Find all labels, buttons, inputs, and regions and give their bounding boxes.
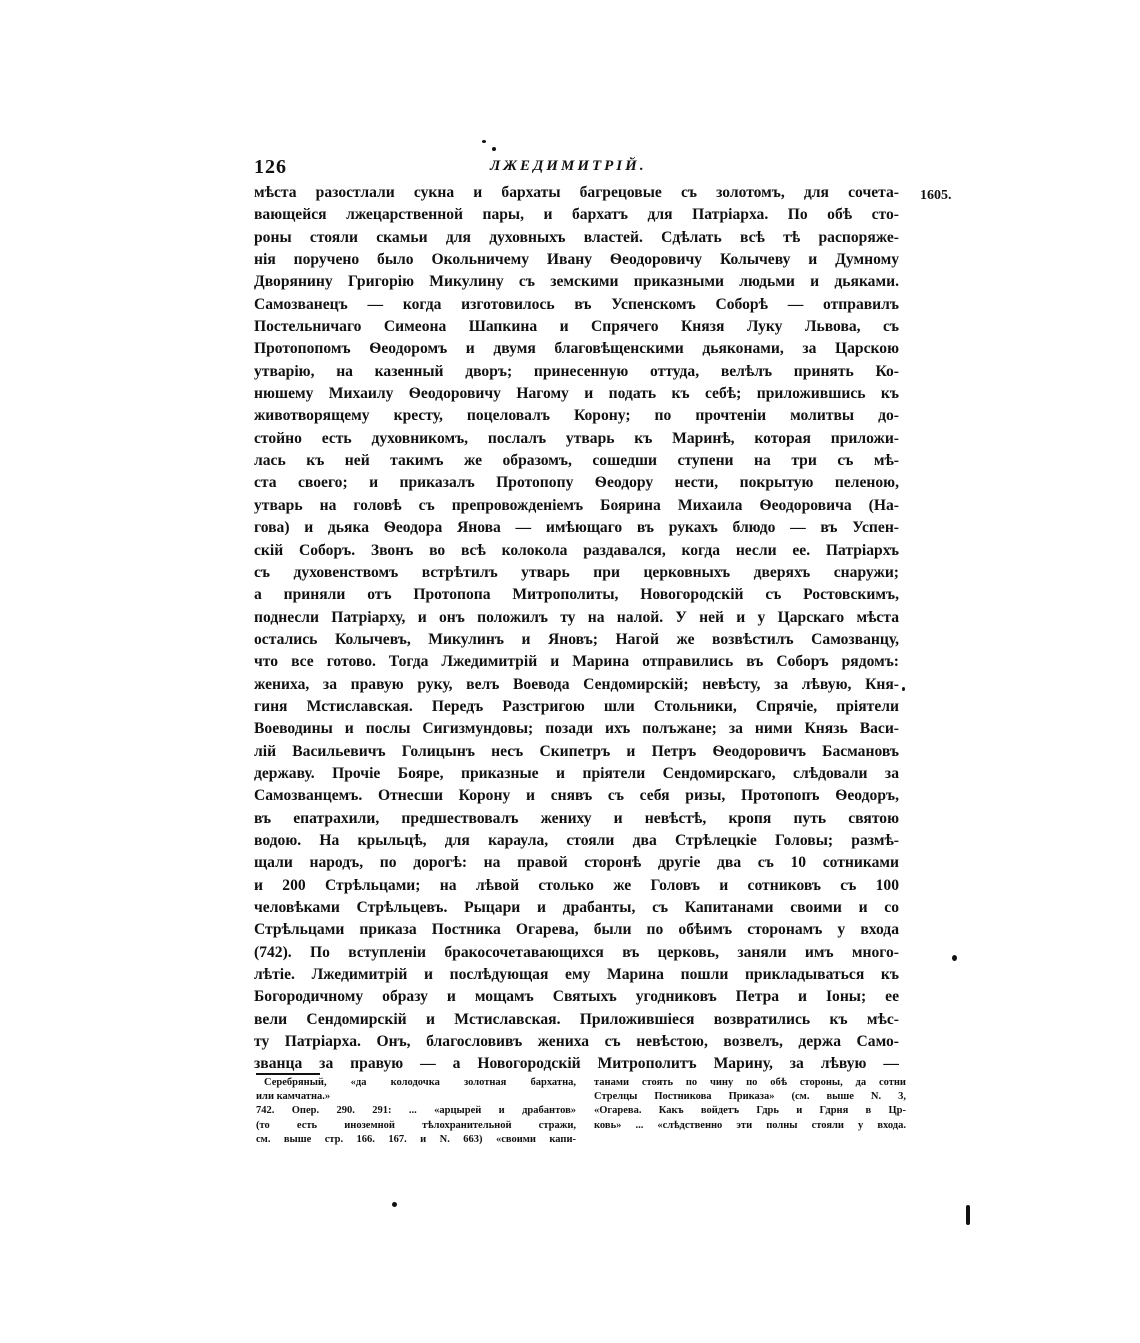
text-line: животворящему кресту, поцеловалъ Корону; по прочтеніи молитвы до- <box>254 407 899 425</box>
text-line: а приняли отъ Протопопа Митрополиты, Новогородскій съ Ростовскимъ, <box>254 586 899 604</box>
print-speck <box>966 1205 970 1225</box>
text-line: лій Васильевичъ Голицынъ несъ Скипетръ и Петръ Ѳеодоровичъ Басмановъ <box>254 742 899 760</box>
footnote-line: см. выше стр. 166. 167. и N. 663) «своими капи- <box>256 1133 576 1145</box>
footnote-line: «Огарева. Какъ войдетъ Гдрь и Гдрня в Цр- <box>594 1105 906 1117</box>
footnote-line: Стрелцы Постникова Приказа» (см. выше N. 3, <box>594 1091 906 1103</box>
text-line: Самозванецъ — когда изготовилось въ Успенскомъ Соборѣ — отправилъ <box>254 295 899 313</box>
footnote-line: танами стоять по чину по обѣ стороны, да сотни <box>594 1077 906 1088</box>
print-speck <box>482 140 486 143</box>
text-line: Богородичному образу и мощамъ Святыхъ угодниковъ Петра и Іоны; ее <box>254 988 899 1006</box>
text-line: ста своего; и приказалъ Протопопу Ѳеодору нести, покрытую пеленою, <box>254 474 899 492</box>
text-line: съ духовенствомъ встрѣтилъ утварь при церковныхъ дверяхъ снаружи; <box>254 563 899 581</box>
text-line: утварію, на казенный дворъ; принесенную оттуда, велѣлъ принять Ко- <box>254 362 899 380</box>
text-line: щали народъ, по дорогѣ: на правой сторонѣ другіе два съ 10 сотниками <box>254 854 899 872</box>
footnote-line: (то есть иноземной тѣлохранительной стражи, <box>256 1119 576 1131</box>
page-number: 126 <box>254 156 287 178</box>
footnotes-right-column <box>594 1076 906 1133</box>
text-line: нія поручено было Окольничему Ивану Ѳеодоровичу Колычеву и Думному <box>254 251 899 269</box>
text-line: человѣками Стрѣльцевъ. Рыцари и драбанты, съ Капитанами своими и со <box>254 899 899 916</box>
text-line: вающейся лжецарственной пары, и бархатъ для Патріарха. По обѣ сто- <box>254 206 899 224</box>
text-line: поднесли Патріарху, и онъ положилъ ту на налой. У ней и у Царскаго мѣста <box>254 608 899 626</box>
text-line: державу. Прочіе Бояре, приказные и пріятели Сендомирскаго, слѣдовали за <box>254 764 899 782</box>
text-line: Дворянину Григорію Микулину съ земскими приказными людьми и дьяками. <box>254 273 899 291</box>
print-speck <box>492 147 496 151</box>
body-text <box>254 182 899 1076</box>
print-speck <box>392 1202 397 1207</box>
footnote-rule <box>256 1073 320 1075</box>
text-line: утварь на головѣ съ препровожденіемъ Боярина Михаила Ѳеодоровича (На- <box>254 496 899 514</box>
text-line: водою. На крыльцѣ, для караула, стояли два Стрѣлецкіе Головы; размѣ- <box>254 831 899 849</box>
text-line: скій Соборъ. Звонъ во всѣ колокола раздавался, когда несли ее. Патріархъ <box>254 541 899 559</box>
text-line: Самозванцемъ. Отнесши Корону и снявъ съ себя ризы, Протопопъ Ѳеодоръ, <box>254 787 899 805</box>
footnote-line: или камчатна.» <box>256 1091 331 1103</box>
text-line: жениха, за правую руку, велъ Воевода Сендомирскій; невѣсту, за лѣвую, Кня- <box>254 675 899 693</box>
text-line: лась къ ней такимъ же образомъ, сошедши ступени на три съ мѣ- <box>254 452 899 470</box>
text-line: Постельничаго Симеона Шапкина и Спрячего Князя Луку Львова, съ <box>254 318 899 336</box>
text-line: гова) и дьяка Ѳеодора Янова — имѣющаго въ рукахъ блюдо — въ Успен- <box>254 519 899 537</box>
footnote-line: Серебряный, «да колодочка золотная бархатна, <box>264 1077 576 1088</box>
text-line: (742). По вступленіи бракосочетавающихся въ церковь, заняли имъ много- <box>254 943 899 961</box>
text-line: Стрѣльцами приказа Постника Огарева, были по обѣимъ сторонамъ у входа <box>254 921 899 939</box>
margin-year: 1605. <box>920 188 952 203</box>
text-line: и 200 Стрѣльцами; на лѣвой столько же Головъ и сотниковъ съ 100 <box>254 876 899 894</box>
text-line: что все готово. Тогда Лжедимитрій и Марина отправились въ Соборъ рядомъ: <box>254 653 899 671</box>
text-line: мѣста разостлали сукна и бархаты багрецовые съ золотомъ, для сочета- <box>254 184 899 201</box>
text-line: въ епатрахили, предшествовалъ жениху и невѣстѣ, кропя путь святою <box>254 809 899 827</box>
text-line: Протопопомъ Ѳеодоромъ и двумя благовѣщенскими дьяконами, за Царскою <box>254 340 899 358</box>
text-line: вели Сендомирскій и Мстиславская. Приложившіеся возвратились къ мѣс- <box>254 1010 899 1028</box>
running-title: ЛЖЕДИМИТРІЙ. <box>490 158 647 174</box>
text-line: званца за правую — а Новогородскій Митрополитъ Марину, за лѣвую — <box>254 1055 899 1073</box>
print-speck <box>952 955 957 961</box>
text-line: роны стояли скамьи для духовныхъ властей. Сдѣлать всѣ тѣ распоряже- <box>254 228 899 246</box>
footnote-line: 742. Опер. 290. 291: ... «арцырей и драбантов» <box>256 1105 576 1117</box>
text-line: остались Колычевъ, Микулинъ и Яновъ; Нагой же возвѣстилъ Самозванцу, <box>254 630 899 648</box>
print-speck <box>902 687 905 691</box>
text-line: Воеводины и послы Сигизмундовы; позади ихъ полъжане; за ними Князь Васи- <box>254 720 899 738</box>
text-line: стойно есть духовникомъ, послалъ утварь къ Маринѣ, которая приложи- <box>254 429 899 447</box>
footnote-line: ковь» ... «слѣдственно эти полны стояли у входа. <box>594 1119 906 1131</box>
text-line: ту Патріарха. Онъ, благословивъ жениха съ невѣстою, возвелъ, держа Само- <box>254 1033 899 1051</box>
text-line: лѣтіе. Лжедимитрій и послѣдующая ему Марина пошли прикладываться къ <box>254 966 899 984</box>
footnotes-left-column <box>256 1076 576 1147</box>
text-line: нюшему Михаилу Ѳеодоровичу Нагому и подать къ себѣ; приложившись къ <box>254 385 899 403</box>
text-line: гиня Мстиславская. Передъ Разстригою шли Стольники, Спрячіе, пріятели <box>254 697 899 715</box>
